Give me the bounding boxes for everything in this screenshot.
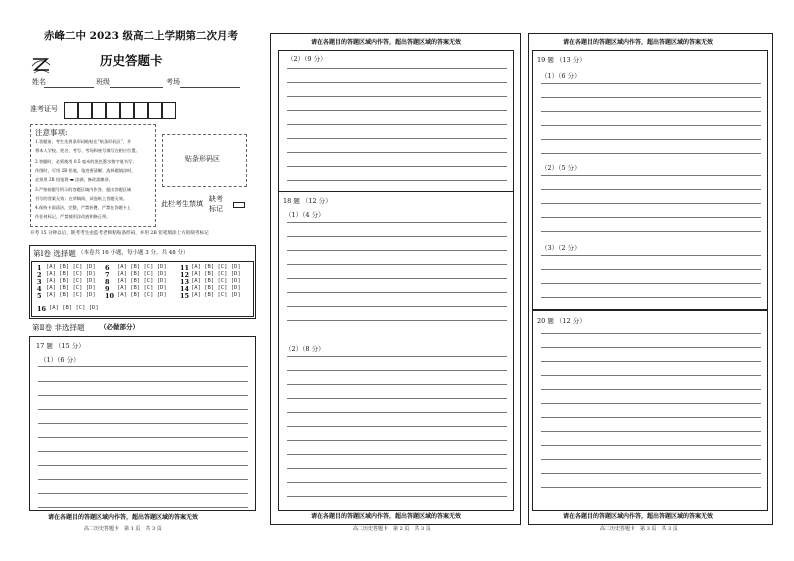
- question-number: 12: [180, 271, 190, 279]
- q17-2-answer-area[interactable]: [278, 50, 514, 192]
- answer-line[interactable]: [541, 361, 761, 362]
- choice-options[interactable]: [A] [B] [C] [D]: [191, 271, 241, 277]
- notes-line: 作任何标记，严禁使用涂改液和修正带。: [35, 214, 111, 219]
- answer-line[interactable]: [38, 381, 248, 382]
- notes-line: 书写的答案无效；在草稿纸、试卷纸上答题无效。: [35, 196, 128, 201]
- footer-p2: 高二历史答题卡 第 2 页 共 3 页: [353, 526, 431, 532]
- forbid-text: 此栏考生禁填: [161, 200, 203, 208]
- notes-title: 注意事项:: [35, 128, 68, 137]
- barcode-area-label: 贴条形码区: [185, 155, 220, 163]
- choice-options[interactable]: [A] [B] [C] [D]: [191, 292, 241, 298]
- answer-line[interactable]: [287, 496, 507, 497]
- q18-answer-area[interactable]: [278, 191, 514, 511]
- question-number: 6: [105, 264, 110, 272]
- answer-line[interactable]: [287, 250, 507, 251]
- choice-options[interactable]: [A] [B] [C] [D]: [49, 305, 99, 311]
- answer-line[interactable]: [541, 389, 761, 390]
- notes-line: 2.答题时，必须使用 0.5 毫米的黑色墨水签字笔书写；: [35, 159, 137, 164]
- notes-line: 必须用 2B 铅笔将 ▬ 涂满，修改需擦净。: [35, 177, 113, 182]
- choice-options[interactable]: [A] [B] [C] [D]: [117, 271, 167, 277]
- answer-line[interactable]: [541, 347, 761, 348]
- answer-line[interactable]: [287, 398, 507, 399]
- q17-answer-area[interactable]: [29, 336, 256, 511]
- answer-line[interactable]: [38, 507, 248, 508]
- absent-label-1: 缺考: [209, 195, 223, 203]
- answer-line[interactable]: [38, 437, 248, 438]
- class-label: 班级: [96, 78, 110, 86]
- answer-line[interactable]: [287, 124, 507, 125]
- question-number: 9: [105, 285, 110, 293]
- question-number: 13: [180, 278, 190, 286]
- notes-line: 3.严格按题号所示的答题区域内作答，超出答题区域: [35, 187, 132, 192]
- question-number: 8: [105, 278, 110, 286]
- answer-line[interactable]: [287, 138, 507, 139]
- answer-line[interactable]: [541, 189, 761, 190]
- warning-text: 请在各题目的答题区域内作答，超出答题区域的答案无效: [311, 513, 462, 520]
- answer-line[interactable]: [541, 139, 761, 140]
- q18-sub1: （1）（4 分）: [285, 211, 325, 219]
- answer-line[interactable]: [541, 153, 761, 154]
- section1-desc: （本卷共 16 小题，每小题 3 分，共 48 分）: [78, 250, 189, 256]
- q17-label: 17 题 （15 分）: [36, 342, 85, 350]
- notes-box: [30, 124, 156, 227]
- section2-required: （必做部分）: [100, 323, 139, 331]
- barcode-area[interactable]: [162, 134, 247, 187]
- answer-line[interactable]: [287, 166, 507, 167]
- answer-line[interactable]: [287, 454, 507, 455]
- answer-line[interactable]: [541, 473, 761, 474]
- answer-line[interactable]: [541, 297, 761, 298]
- answer-line[interactable]: [287, 68, 507, 69]
- question-number: 15: [180, 292, 190, 300]
- answer-line[interactable]: [287, 82, 507, 83]
- answer-line[interactable]: [38, 423, 248, 424]
- choice-options[interactable]: [A] [B] [C] [D]: [117, 285, 167, 291]
- warning-text: 请在各题目的答题区域内作答，超出答题区域的答案无效: [563, 513, 714, 520]
- answer-line[interactable]: [38, 409, 248, 410]
- footer-p1: 高二历史答题卡 第 1 页 共 3 页: [84, 526, 162, 532]
- answer-line[interactable]: [287, 440, 507, 441]
- answer-line[interactable]: [287, 426, 507, 427]
- absent-note: 开考 15 分钟以后，缺考考生由监考老师粘贴条形码，并用 2B 铅笔填涂上方的缺考标记: [30, 231, 209, 236]
- answer-line[interactable]: [287, 292, 507, 293]
- notes-line: 作图时，可用 2B 铅笔，笔迹要清晰；选择题填涂时，: [35, 168, 136, 173]
- answer-line[interactable]: [541, 269, 761, 270]
- answer-line[interactable]: [541, 231, 761, 232]
- warning-text: 请在各题目的答题区域内作答，超出答题区域的答案无效: [563, 39, 714, 46]
- section2-title: 第Ⅱ卷 非选择题: [32, 323, 85, 332]
- absent-checkbox[interactable]: [233, 202, 245, 208]
- room-field[interactable]: [180, 87, 240, 88]
- answer-line[interactable]: [38, 493, 248, 494]
- school-logo: [30, 54, 52, 76]
- answer-line[interactable]: [541, 283, 761, 284]
- answer-line[interactable]: [287, 306, 507, 307]
- page-2: [270, 33, 521, 525]
- choice-options[interactable]: [A] [B] [C] [D]: [46, 285, 96, 291]
- question-number: 5: [37, 292, 42, 300]
- answer-line[interactable]: [541, 217, 761, 218]
- choice-options[interactable]: [A] [B] [C] [D]: [46, 278, 96, 284]
- q20-answer-area[interactable]: [532, 310, 768, 511]
- class-field[interactable]: [110, 87, 163, 88]
- choice-options[interactable]: [A] [B] [C] [D]: [191, 285, 241, 291]
- notes-line: 1.答题前，考生先将条形码粘贴在“贴条形码区”，并: [35, 139, 132, 144]
- question-number: 7: [105, 271, 110, 279]
- answer-line[interactable]: [541, 111, 761, 112]
- answer-line[interactable]: [541, 431, 761, 432]
- question-number: 2: [37, 271, 42, 279]
- answer-line[interactable]: [541, 487, 761, 488]
- warning-text: 请在各题目的答题区域内作答，超出答题区域的答案无效: [311, 39, 462, 46]
- answer-line[interactable]: [541, 445, 761, 446]
- answer-line[interactable]: [287, 222, 507, 223]
- section1-title: 第Ⅰ卷 选择题: [33, 249, 76, 258]
- choice-options[interactable]: [A] [B] [C] [D]: [117, 292, 167, 298]
- footer-p3: 高二历史答题卡 第 3 页 共 3 页: [600, 526, 678, 532]
- answer-line[interactable]: [287, 468, 507, 469]
- notes-line: 4.保持卡面清洁，完整，严禁折叠，严禁在答题卡上: [35, 205, 132, 210]
- absent-label-2: 标记: [209, 205, 223, 213]
- answer-line[interactable]: [287, 370, 507, 371]
- answer-line[interactable]: [541, 125, 761, 126]
- answer-line[interactable]: [541, 403, 761, 404]
- q19-sub3: （3）（2 分）: [541, 244, 581, 252]
- question-number: 11: [180, 264, 190, 272]
- choice-options[interactable]: [A] [B] [C] [D]: [46, 292, 96, 298]
- q18-sub2: （2）（8 分）: [285, 345, 325, 353]
- question-number: 14: [180, 285, 190, 293]
- answer-line[interactable]: [287, 412, 507, 413]
- q18-label: 18 题 （12 分）: [283, 197, 332, 205]
- answer-line[interactable]: [287, 264, 507, 265]
- answer-line[interactable]: [541, 255, 761, 256]
- choice-options[interactable]: [A] [B] [C] [D]: [46, 264, 96, 270]
- question-number: 4: [37, 285, 42, 293]
- answer-line[interactable]: [287, 356, 507, 357]
- answer-line[interactable]: [541, 83, 761, 84]
- q19-answer-area[interactable]: [532, 50, 768, 310]
- answer-line[interactable]: [541, 417, 761, 418]
- school-title: 赤峰二中 2023 级高二上学期第二次月考: [44, 30, 239, 42]
- question-number: 3: [37, 278, 42, 286]
- exam-no-label: 准考证号: [30, 105, 58, 113]
- answer-line[interactable]: [541, 97, 761, 98]
- exam-no-cells[interactable]: [64, 102, 176, 119]
- answer-line[interactable]: [287, 96, 507, 97]
- room-label: 考场: [166, 78, 180, 86]
- q19-label: 19 题 （13 分）: [537, 56, 586, 64]
- choice-options[interactable]: [A] [B] [C] [D]: [191, 264, 241, 270]
- question-number: 1: [37, 264, 42, 272]
- answer-line[interactable]: [287, 236, 507, 237]
- warning-text: 请在各题目的答题区域内作答，超出答题区域的答案无效: [48, 514, 199, 521]
- page-3: [528, 33, 773, 525]
- answer-line[interactable]: [287, 152, 507, 153]
- q17-sub1: （1）（6 分）: [40, 356, 80, 364]
- question-number: 16: [37, 305, 47, 313]
- name-label: 姓名: [32, 78, 46, 86]
- choice-section: [29, 245, 256, 319]
- answer-line[interactable]: [287, 320, 507, 321]
- q20-label: 20 题 （12 分）: [537, 317, 586, 325]
- q19-sub1: （1）（6 分）: [541, 72, 581, 80]
- answer-line[interactable]: [287, 180, 507, 181]
- answer-line[interactable]: [38, 451, 248, 452]
- q17-sub2: （2）（9 分）: [287, 55, 327, 63]
- answer-line[interactable]: [38, 395, 248, 396]
- answer-line[interactable]: [38, 465, 248, 466]
- answer-line[interactable]: [38, 479, 248, 480]
- answer-line[interactable]: [541, 375, 761, 376]
- answer-line[interactable]: [541, 459, 761, 460]
- choice-options[interactable]: [A] [B] [C] [D]: [117, 264, 167, 270]
- card-title: 历史答题卡: [100, 53, 163, 68]
- answer-line[interactable]: [287, 110, 507, 111]
- choice-options[interactable]: [A] [B] [C] [D]: [46, 271, 96, 277]
- answer-line[interactable]: [38, 366, 248, 367]
- name-field[interactable]: [44, 87, 94, 88]
- answer-line[interactable]: [541, 333, 761, 334]
- answer-line[interactable]: [287, 278, 507, 279]
- choice-grid: [31, 261, 254, 317]
- answer-line[interactable]: [287, 482, 507, 483]
- answer-line[interactable]: [541, 175, 761, 176]
- choice-options[interactable]: [A] [B] [C] [D]: [117, 278, 167, 284]
- notes-line: 将本人学校、姓名、考号、考场和座号填写在相应位置。: [35, 148, 140, 153]
- answer-line[interactable]: [541, 203, 761, 204]
- answer-line[interactable]: [287, 384, 507, 385]
- question-number: 10: [105, 292, 115, 300]
- q19-sub2: （2）（5 分）: [541, 164, 581, 172]
- choice-options[interactable]: [A] [B] [C] [D]: [191, 278, 241, 284]
